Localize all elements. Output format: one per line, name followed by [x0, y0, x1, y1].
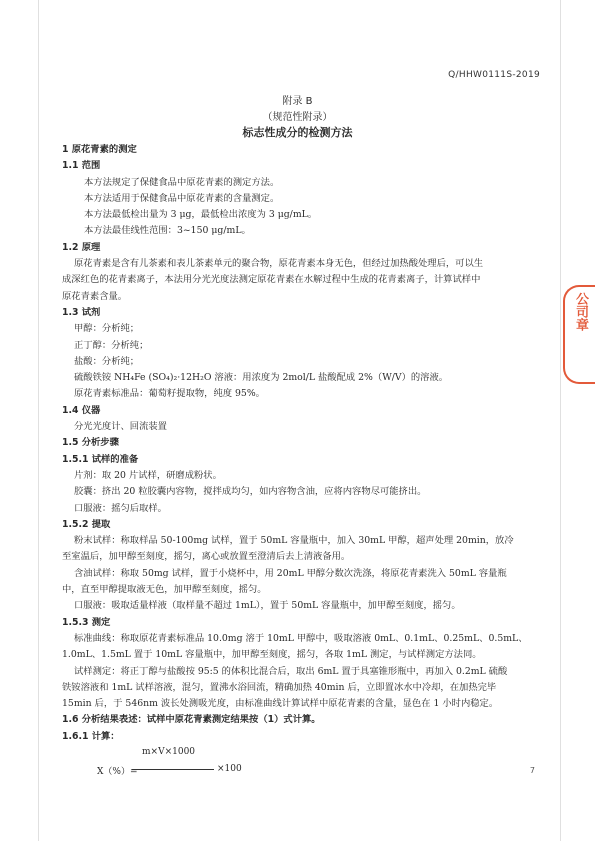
paragraph-line: 甲醇：分析纯；: [74, 323, 140, 335]
paragraph-line: 1.0mL、1.5mL 置于 10mL 容量瓶中，加甲醇至刻度，摇匀，各取 1mL 测定，与试样测定方法同。: [62, 649, 482, 661]
paragraph-line: 硫酸铁铵 NH₄Fe (SO₄)₂·12H₂O 溶液：用浓度为 2mol/L 盐酸配成 2%（W/V）的溶液。: [74, 372, 449, 384]
formula-lhs: X（%）=: [97, 766, 138, 777]
section-heading: 1.4 仪器: [62, 404, 101, 416]
formula-rhs: ×100: [217, 763, 242, 774]
section-heading: 1.6.1 计算：: [62, 730, 120, 742]
paragraph-line: 分光光度计、回流装置: [74, 421, 167, 433]
section-heading: 1.2 原理: [62, 241, 101, 253]
section-heading: 1.5.1 试样的准备: [62, 453, 139, 465]
paragraph-line: 原花青素是含有儿茶素和表儿茶素单元的聚合物，原花青素本身无色，但经过加热酸处理后，可以生: [74, 258, 484, 270]
section-heading: 1.3 试剂: [62, 306, 101, 318]
document-body: [62, 142, 540, 787]
paragraph-line: 中，直至甲醇提取液无色，加甲醇至刻度，摇匀。: [62, 584, 267, 596]
paragraph-line: 原花青素含量。: [62, 290, 128, 302]
paragraph-line: 原花青素标准品：葡萄籽提取物，纯度 95%。: [74, 388, 265, 400]
paragraph-line: 口服液：摇匀后取样。: [74, 502, 167, 514]
paragraph-line: 至室温后，加甲醇至刻度，摇匀，离心或放置至澄清后去上清液备用。: [62, 551, 351, 563]
section-heading: 1.1 范围: [62, 160, 101, 172]
section-heading: 1.5 分析步骤: [62, 437, 119, 449]
paragraph-line: 本方法最佳线性范围：3~150 μg/mL。: [84, 225, 251, 237]
paragraph-line: 本方法规定了保健食品中原花青素的测定方法。: [84, 176, 280, 188]
fraction-bar: [132, 769, 214, 770]
paragraph-line: 成深红色的花青素离子，本法用分光光度法测定原花青素在水解过程中生成的花青素离子，计算试样中: [62, 274, 481, 286]
section-heading: 1.5.3 测定: [62, 616, 111, 628]
section-heading: 1.6 分析结果表述：试样中原花青素测定结果按（1）式计算。: [62, 714, 321, 726]
paragraph-line: 标准曲线：称取原花青素标准品 10.0mg 溶于 10mL 甲醇中，吸取溶液 0mL、0.1mL、0.25mL、0.5mL、: [74, 632, 528, 644]
paragraph-line: 粉末试样：称取样品 50-100mg 试样，置于 50mL 容量瓶中，加入 30mL 甲醇，超声处理 20min，放冷: [74, 535, 514, 547]
formula-numerator: m×V×1000: [142, 746, 196, 757]
paragraph-line: 试样测定：将正丁醇与盐酸按 95:5 的体积比混合后，取出 6mL 置于具塞锥形瓶中，再加入 0.2mL 硫酸: [74, 665, 508, 677]
document-code: Q/HHW0111S-2019: [448, 70, 540, 80]
paragraph-line: 片剂：取 20 片试样，研磨成粉状。: [74, 469, 222, 481]
appendix-type: （规范性附录）: [262, 112, 333, 123]
section-heading: 1.5.2 提取: [62, 518, 111, 530]
paragraph-line: 口服液：吸取适量样液（取样量不超过 1mL），置于 50mL 容量瓶中，加甲醇至刻度，摇匀。: [74, 600, 461, 612]
paragraph-line: 含油试样：称取 50mg 试样，置于小烧杯中，用 20mL 甲醇分数次洗涤，将原花青素洗入 50mL 容量瓶: [74, 567, 507, 579]
calculation-formula: [62, 747, 540, 787]
paragraph-line: 15min 后，于 546nm 波长处测吸光度，由标准曲线计算试样中原花青素的含量，显色在 1 小时内稳定。: [62, 698, 499, 710]
paragraph-line: 本方法适用于保健食品中原花青素的含量测定。: [84, 192, 280, 204]
page-number: 7: [529, 766, 535, 775]
paragraph-line: 本方法最低检出量为 3 μg，最低检出浓度为 3 μg/mL。: [84, 209, 318, 221]
appendix-label: 附录 B: [282, 96, 313, 107]
paragraph-line: 胶囊：挤出 20 粒胶囊内容物，搅拌成均匀，如内容物含油，应将内容物尽可能挤出。: [74, 486, 427, 498]
seal-stamp-text: 公司章: [573, 292, 588, 331]
section-heading: 1 原花青素的测定: [62, 144, 137, 155]
paragraph-line: 正丁醇：分析纯；: [74, 339, 149, 351]
paragraph-line: 铁铵溶液和 1mL 试样溶液，混匀，置沸水浴回流，精确加热 40min 后，立即置冰水中冷却，在加热完毕: [62, 681, 497, 693]
paragraph-line: 盐酸：分析纯；: [74, 355, 140, 367]
appendix-title: 标志性成分的检测方法: [242, 126, 353, 139]
